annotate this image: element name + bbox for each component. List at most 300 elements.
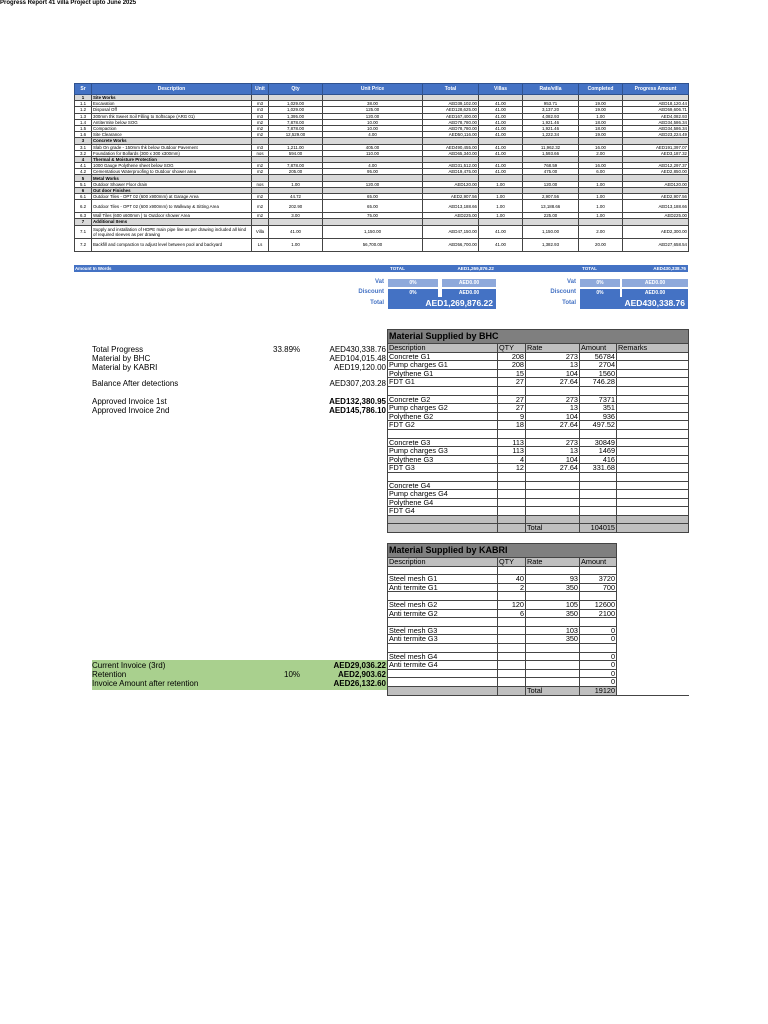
bhc-cell (526, 472, 580, 481)
cell-sr: 1.2 (75, 107, 92, 113)
cell-sr: 3.1 (75, 144, 92, 150)
cell-rate: 768.59 (523, 163, 579, 169)
cell-rate: 3,137.20 (523, 107, 579, 113)
kabri-cell: Anti termite G2 (388, 609, 498, 618)
bhc-cell (617, 361, 689, 370)
discount-value-right: AED0.00 (622, 289, 688, 297)
cell-desc: 1000 Gauge Polythene sheet below SOG (92, 163, 252, 169)
kabri-blank (617, 626, 689, 635)
kabri-row (388, 600, 689, 609)
bhc-cell (526, 507, 580, 516)
bhc-heading-row (388, 330, 689, 344)
cell-done: 1.00 (579, 213, 623, 219)
bhc-cell (617, 472, 689, 481)
vat-label: Vat (374, 279, 384, 285)
bhc-row (388, 438, 689, 447)
cell-villas: 1.00 (479, 213, 523, 219)
bhc-cell: 27 (498, 395, 526, 404)
kabri-row (388, 618, 689, 627)
bhc-row (388, 455, 689, 464)
cell-done: 18.00 (579, 119, 623, 125)
cell-amount: AED27,658.54 (623, 238, 689, 251)
cell-amount: AED2,850.00 (623, 169, 689, 175)
cell-price: 1,150.00 (323, 225, 423, 238)
progress-header-cell: Villas (479, 84, 523, 95)
kabri-cell (526, 678, 580, 687)
cell-sr: 3 (75, 138, 92, 144)
kabri-heading: Material Supplied by KABRI (388, 544, 617, 558)
current-invoice-label: Current Invoice (3rd) (92, 661, 166, 670)
bhc-header-cell: QTY (498, 344, 526, 353)
bhc-row (388, 404, 689, 413)
kabri-cell: 105 (526, 600, 580, 609)
retention-value: AED2,903.62 (337, 670, 386, 679)
cell-unit: Villa (252, 225, 269, 238)
cell-sr: 1 (75, 95, 92, 101)
cell-price: 125.00 (323, 107, 423, 113)
kabri-cell: Steel mesh G1 (388, 575, 498, 584)
kabri-cell: 0 (580, 661, 617, 670)
cell-price: 405.00 (323, 144, 423, 150)
bhc-cell (617, 352, 689, 361)
balance-value: AED307,203.28 (329, 379, 386, 388)
cell-price: 120.00 (323, 113, 423, 119)
bhc-row (388, 412, 689, 421)
kabri-blank (617, 618, 689, 627)
kabri-cell: 40 (498, 575, 526, 584)
bhc-cell: Pump charges G3 (388, 447, 498, 456)
bhc-cell: FDT G1 (388, 378, 498, 387)
cell-amount: AED4,082.93 (623, 113, 689, 119)
bhc-row (388, 464, 689, 473)
bhc-cell (617, 490, 689, 499)
bhc-cell: 416 (580, 455, 617, 464)
cell-price: 65.00 (323, 200, 423, 213)
kabri-cell (498, 669, 526, 678)
cell-price: 4.00 (323, 163, 423, 169)
progress-header-cell: Qty (269, 84, 323, 95)
cell-unit: m2 (252, 125, 269, 131)
bhc-cell: Pump charges G1 (388, 361, 498, 370)
cell-desc: Outdoor Tiles - OPT 02 (600 x900mm) to Walkway & Sitting Area (92, 200, 252, 213)
kabri-blank (617, 544, 689, 558)
cell-price: 75.00 (323, 213, 423, 219)
cell-unit: m3 (252, 101, 269, 107)
cell-unit: m2 (252, 200, 269, 213)
bhc-cell (617, 498, 689, 507)
cell-done: 1.00 (579, 194, 623, 200)
cell-sr: 6.1 (75, 194, 92, 200)
material-kabri-value: AED19,120.00 (333, 363, 386, 372)
cell-desc: Slab On grade - 150mm thk below Outdoor Pavement (92, 144, 252, 150)
cell-sr: 1.3 (75, 113, 92, 119)
cell-sr: 1.4 (75, 119, 92, 125)
cell-sr: 7.1 (75, 225, 92, 238)
cell-done: 18.00 (579, 125, 623, 131)
kabri-cell: 0 (580, 669, 617, 678)
kabri-total-value: 19120 (580, 686, 617, 695)
kabri-cell (526, 661, 580, 670)
cell-total: AED120.00 (423, 181, 479, 187)
kabri-cell: 120 (498, 600, 526, 609)
bhc-cell: Concrete G3 (388, 438, 498, 447)
kabri-blank (617, 652, 689, 661)
bhc-cell (498, 490, 526, 499)
bhc-cell: 1560 (580, 369, 617, 378)
cell-price: 10.00 (323, 125, 423, 131)
cell-rate: 225.00 (523, 213, 579, 219)
grand-total-value: AED1,269,876.22 (388, 297, 496, 309)
progress-header-cell: Unit (252, 84, 269, 95)
bhc-cell: 18 (498, 421, 526, 430)
bhc-row (388, 498, 689, 507)
kabri-cell: 0 (580, 652, 617, 661)
kabri-cell: 103 (526, 626, 580, 635)
bhc-header-cell: Rate (526, 344, 580, 353)
kabri-header-cell: Description (388, 558, 498, 567)
bhc-cell: 27.64 (526, 378, 580, 387)
bhc-cell: 12 (498, 464, 526, 473)
cell-rate: 11,962.32 (523, 144, 579, 150)
bhc-cell (617, 378, 689, 387)
bhc-cell (498, 481, 526, 490)
bhc-cell (388, 472, 498, 481)
cell-unit: m2 (252, 213, 269, 219)
cell-done: 6.00 (579, 169, 623, 175)
cell-amount: AED59,606.71 (623, 107, 689, 113)
cell-villas: 41.00 (479, 163, 523, 169)
cell-qty: 7,878.00 (269, 119, 323, 125)
cell-sr: 4.1 (75, 163, 92, 169)
cell-total: AED56,700.00 (423, 238, 479, 251)
bhc-total-row (388, 524, 689, 533)
bhc-cell (617, 447, 689, 456)
progress-header-cell: Sr (75, 84, 92, 95)
table-row (75, 225, 689, 238)
cell-desc: Site Clearance (92, 132, 252, 138)
kabri-cell: 2 (498, 583, 526, 592)
discount-pct-right: 0% (580, 289, 620, 297)
cell-qty: 205.00 (269, 169, 323, 175)
bhc-cell (617, 438, 689, 447)
bhc-cell: 273 (526, 395, 580, 404)
bhc-cell: 113 (498, 447, 526, 456)
cell-rate: 953.71 (523, 101, 579, 107)
bhc-header-row (388, 344, 689, 353)
kabri-row (388, 661, 689, 670)
grand-total-label-right: Total (562, 300, 576, 306)
bhc-cell (617, 515, 689, 524)
material-kabri-label: Material by KABRI (92, 363, 158, 372)
cell-price: 10.00 (323, 119, 423, 125)
kabri-blank (617, 643, 689, 652)
cell-total: AED78,780.00 (423, 125, 479, 131)
bhc-cell: Polythene G2 (388, 412, 498, 421)
cell-amount: AED2,907.56 (623, 194, 689, 200)
cell-villas: 1.00 (479, 200, 523, 213)
kabri-cell (526, 566, 580, 575)
kabri-blank (617, 661, 689, 670)
kabri-row (388, 609, 689, 618)
cell-total: AED78,780.00 (423, 119, 479, 125)
bhc-cell: 497.52 (580, 421, 617, 430)
cell-desc: Supply and installation of HDPE main pipe line as per drawing included all kind of required sleeves as per drawing (92, 225, 252, 238)
bhc-cell (498, 386, 526, 395)
cell-total: AED50,116.00 (423, 132, 479, 138)
bhc-total-spacer (617, 524, 689, 533)
kabri-cell (526, 618, 580, 627)
bhc-cell: 208 (498, 361, 526, 370)
cell-done: 2.00 (579, 225, 623, 238)
kabri-row (388, 592, 689, 601)
cell-qty: 12,529.00 (269, 132, 323, 138)
cell-rate: 2,907.56 (523, 194, 579, 200)
cell-villas: 41.00 (479, 132, 523, 138)
cell-desc: Outdoor Shower Floor drain (92, 181, 252, 187)
cell-villas: 41.00 (479, 119, 523, 125)
kabri-cell: 700 (580, 583, 617, 592)
bhc-total-label: Total (526, 524, 580, 533)
kabri-cell (388, 566, 498, 575)
total-value-right: AED430,338.76 (622, 265, 688, 272)
kabri-cell (388, 678, 498, 687)
bhc-row (388, 507, 689, 516)
bhc-total-spacer (388, 524, 498, 533)
kabri-cell: Anti termite G1 (388, 583, 498, 592)
bhc-cell: 27.64 (526, 464, 580, 473)
bhc-cell (498, 507, 526, 516)
cell-total: AED31,512.00 (423, 163, 479, 169)
cell-total: AED47,150.00 (423, 225, 479, 238)
bhc-cell: 7371 (580, 395, 617, 404)
kabri-row (388, 635, 689, 644)
bhc-cell (498, 515, 526, 524)
cell-rate: 1,593.66 (523, 150, 579, 156)
cell-total: AED65,340.00 (423, 150, 479, 156)
bhc-cell: 936 (580, 412, 617, 421)
cell-done: 20.00 (579, 238, 623, 251)
kabri-cell: 350 (526, 635, 580, 644)
progress-header-cell: Unit Price (323, 84, 423, 95)
progress-header-cell: Total (423, 84, 479, 95)
bhc-cell (617, 421, 689, 430)
cell-done: 19.00 (579, 107, 623, 113)
kabri-cell (498, 592, 526, 601)
cell-rate: 13,188.66 (523, 200, 579, 213)
cell-unit: m2 (252, 119, 269, 125)
bhc-cell: 30849 (580, 438, 617, 447)
kabri-cell: 0 (580, 678, 617, 687)
bhc-row (388, 421, 689, 430)
cell-done: 19.00 (579, 132, 623, 138)
cell-villas: 41.00 (479, 225, 523, 238)
bhc-materials-table (387, 329, 689, 533)
kabri-cell (498, 661, 526, 670)
vat-pct-right: 0% (580, 279, 620, 287)
bhc-row (388, 429, 689, 438)
cell-sr: 7 (75, 219, 92, 225)
bhc-cell (526, 515, 580, 524)
cell-rate: 475.00 (523, 169, 579, 175)
bhc-cell: 351 (580, 404, 617, 413)
progress-table-header (75, 84, 689, 95)
progress-header-cell: Description (92, 84, 252, 95)
bhc-row (388, 352, 689, 361)
discount-pct: 0% (388, 289, 438, 297)
cell-villas: 41.00 (479, 150, 523, 156)
bhc-cell: Polythene G4 (388, 498, 498, 507)
cell-done: 16.00 (579, 144, 623, 150)
bhc-cell (580, 386, 617, 395)
cell-amount: AED34,586.34 (623, 125, 689, 131)
cell-amount: AED18,120.44 (623, 101, 689, 107)
kabri-cell (498, 652, 526, 661)
kabri-cell: Anti termite G3 (388, 635, 498, 644)
kabri-blank (617, 583, 689, 592)
bhc-cell (580, 498, 617, 507)
cell-desc: Site Works (92, 95, 252, 101)
cell-price: 38.00 (323, 101, 423, 107)
bhc-cell (617, 464, 689, 473)
bhc-cell: FDT G4 (388, 507, 498, 516)
kabri-blank (617, 600, 689, 609)
cell-desc: Antitermite below SOG (92, 119, 252, 125)
bhc-heading: Material Supplied by BHC (388, 330, 689, 344)
cell-qty: 1.00 (269, 181, 323, 187)
bhc-row (388, 481, 689, 490)
kabri-row (388, 669, 689, 678)
cell-qty: 1,029.00 (269, 101, 323, 107)
cell-desc: Outdoor Tiles - OPT 02 (600 x900mm) at Garage Area (92, 194, 252, 200)
cell-desc: Metal Works (92, 175, 252, 181)
cell-sr: 1.6 (75, 132, 92, 138)
bhc-row (388, 378, 689, 387)
cell-sr: 6.2 (75, 200, 92, 213)
progress-header-cell: Progress Amount (623, 84, 689, 95)
total-label-right: TOTAL (580, 265, 620, 272)
cell-unit: m2 (252, 194, 269, 200)
cell-total: AED225.00 (423, 213, 479, 219)
kabri-cell (388, 592, 498, 601)
cell-sr: 5.1 (75, 181, 92, 187)
cell-total: AED2,907.56 (423, 194, 479, 200)
kabri-heading-row (388, 544, 689, 558)
cell-desc: Foundation for Bollards (300 x 300 x300mm) (92, 150, 252, 156)
kabri-blank (617, 575, 689, 584)
cell-sr: 4 (75, 156, 92, 162)
bhc-cell: 273 (526, 438, 580, 447)
after-retention-label: Invoice Amount after retention (92, 679, 199, 688)
cell-qty: 1.00 (269, 238, 323, 251)
amount-in-words: Amount In Words (74, 265, 688, 272)
kabri-cell: 350 (526, 583, 580, 592)
invoice-2-label: Approved Invoice 2nd (92, 406, 170, 415)
kabri-row (388, 652, 689, 661)
bhc-cell (526, 429, 580, 438)
bhc-cell (526, 481, 580, 490)
cell-unit: nos (252, 181, 269, 187)
bhc-cell (617, 481, 689, 490)
kabri-cell: 12600 (580, 600, 617, 609)
kabri-blank (617, 558, 689, 567)
bhc-cell: FDT G3 (388, 464, 498, 473)
kabri-row (388, 678, 689, 687)
kabri-blank (617, 678, 689, 687)
kabri-cell: Steel mesh G4 (388, 652, 498, 661)
kabri-cell: 2100 (580, 609, 617, 618)
bhc-cell: FDT G2 (388, 421, 498, 430)
cell-qty: 3.00 (269, 213, 323, 219)
kabri-blank (617, 635, 689, 644)
cell-price: 4.00 (323, 132, 423, 138)
bhc-cell: 208 (498, 352, 526, 361)
bhc-row (388, 447, 689, 456)
bhc-cell: 1469 (580, 447, 617, 456)
bhc-cell: 273 (526, 352, 580, 361)
bhc-cell (526, 498, 580, 507)
bhc-total-value: 104015 (580, 524, 617, 533)
bhc-cell (617, 429, 689, 438)
kabri-cell: Steel mesh G2 (388, 600, 498, 609)
kabri-row (388, 566, 689, 575)
cell-rate: 1,150.00 (523, 225, 579, 238)
bhc-cell: 27.64 (526, 421, 580, 430)
cell-total: AED490,455.00 (423, 144, 479, 150)
kabri-materials-table (387, 543, 689, 696)
cell-amount: AED12,297.37 (623, 163, 689, 169)
cell-desc: Out door Finishes (92, 187, 252, 193)
bhc-cell (617, 369, 689, 378)
cell-villas: 41.00 (479, 144, 523, 150)
bhc-cell (388, 515, 498, 524)
vat-label-right: Vat (566, 279, 576, 285)
bhc-cell (580, 507, 617, 516)
cell-amount: AED191,397.07 (623, 144, 689, 150)
vat-value: AED0.00 (442, 279, 496, 287)
bhc-cell: 9 (498, 412, 526, 421)
kabri-cell: 350 (526, 609, 580, 618)
cell-villas: 1.00 (479, 181, 523, 187)
cell-amount: AED13,188.66 (623, 200, 689, 213)
cell-total: AED13,188.66 (423, 200, 479, 213)
bhc-cell: Pump charges G4 (388, 490, 498, 499)
kabri-cell: 0 (580, 635, 617, 644)
vat-pct: 0% (388, 279, 438, 287)
bhc-cell: 746.28 (580, 378, 617, 387)
kabri-blank (617, 592, 689, 601)
cell-desc: Compaction (92, 125, 252, 131)
bhc-cell (388, 386, 498, 395)
bhc-cell: Polythene G3 (388, 455, 498, 464)
kabri-total-spacer (498, 686, 526, 695)
cell-rate: 120.00 (523, 181, 579, 187)
cell-villas: 41.00 (479, 107, 523, 113)
cell-qty: 1,395.00 (269, 113, 323, 119)
table-row (75, 200, 689, 213)
bhc-row (388, 386, 689, 395)
current-invoice-value: AED29,036.22 (333, 661, 386, 670)
bhc-cell (617, 386, 689, 395)
kabri-cell (580, 566, 617, 575)
kabri-cell (388, 669, 498, 678)
discount-label-right: Discount (550, 289, 576, 295)
grand-total-value-right: AED430,338.76 (580, 297, 688, 309)
material-bhc-label: Material by BHC (92, 354, 151, 363)
cell-unit: Ls (252, 238, 269, 251)
total-progress-value: AED430,338.76 (329, 345, 386, 354)
cell-unit: m3 (252, 107, 269, 113)
kabri-header-cell: Rate (526, 558, 580, 567)
